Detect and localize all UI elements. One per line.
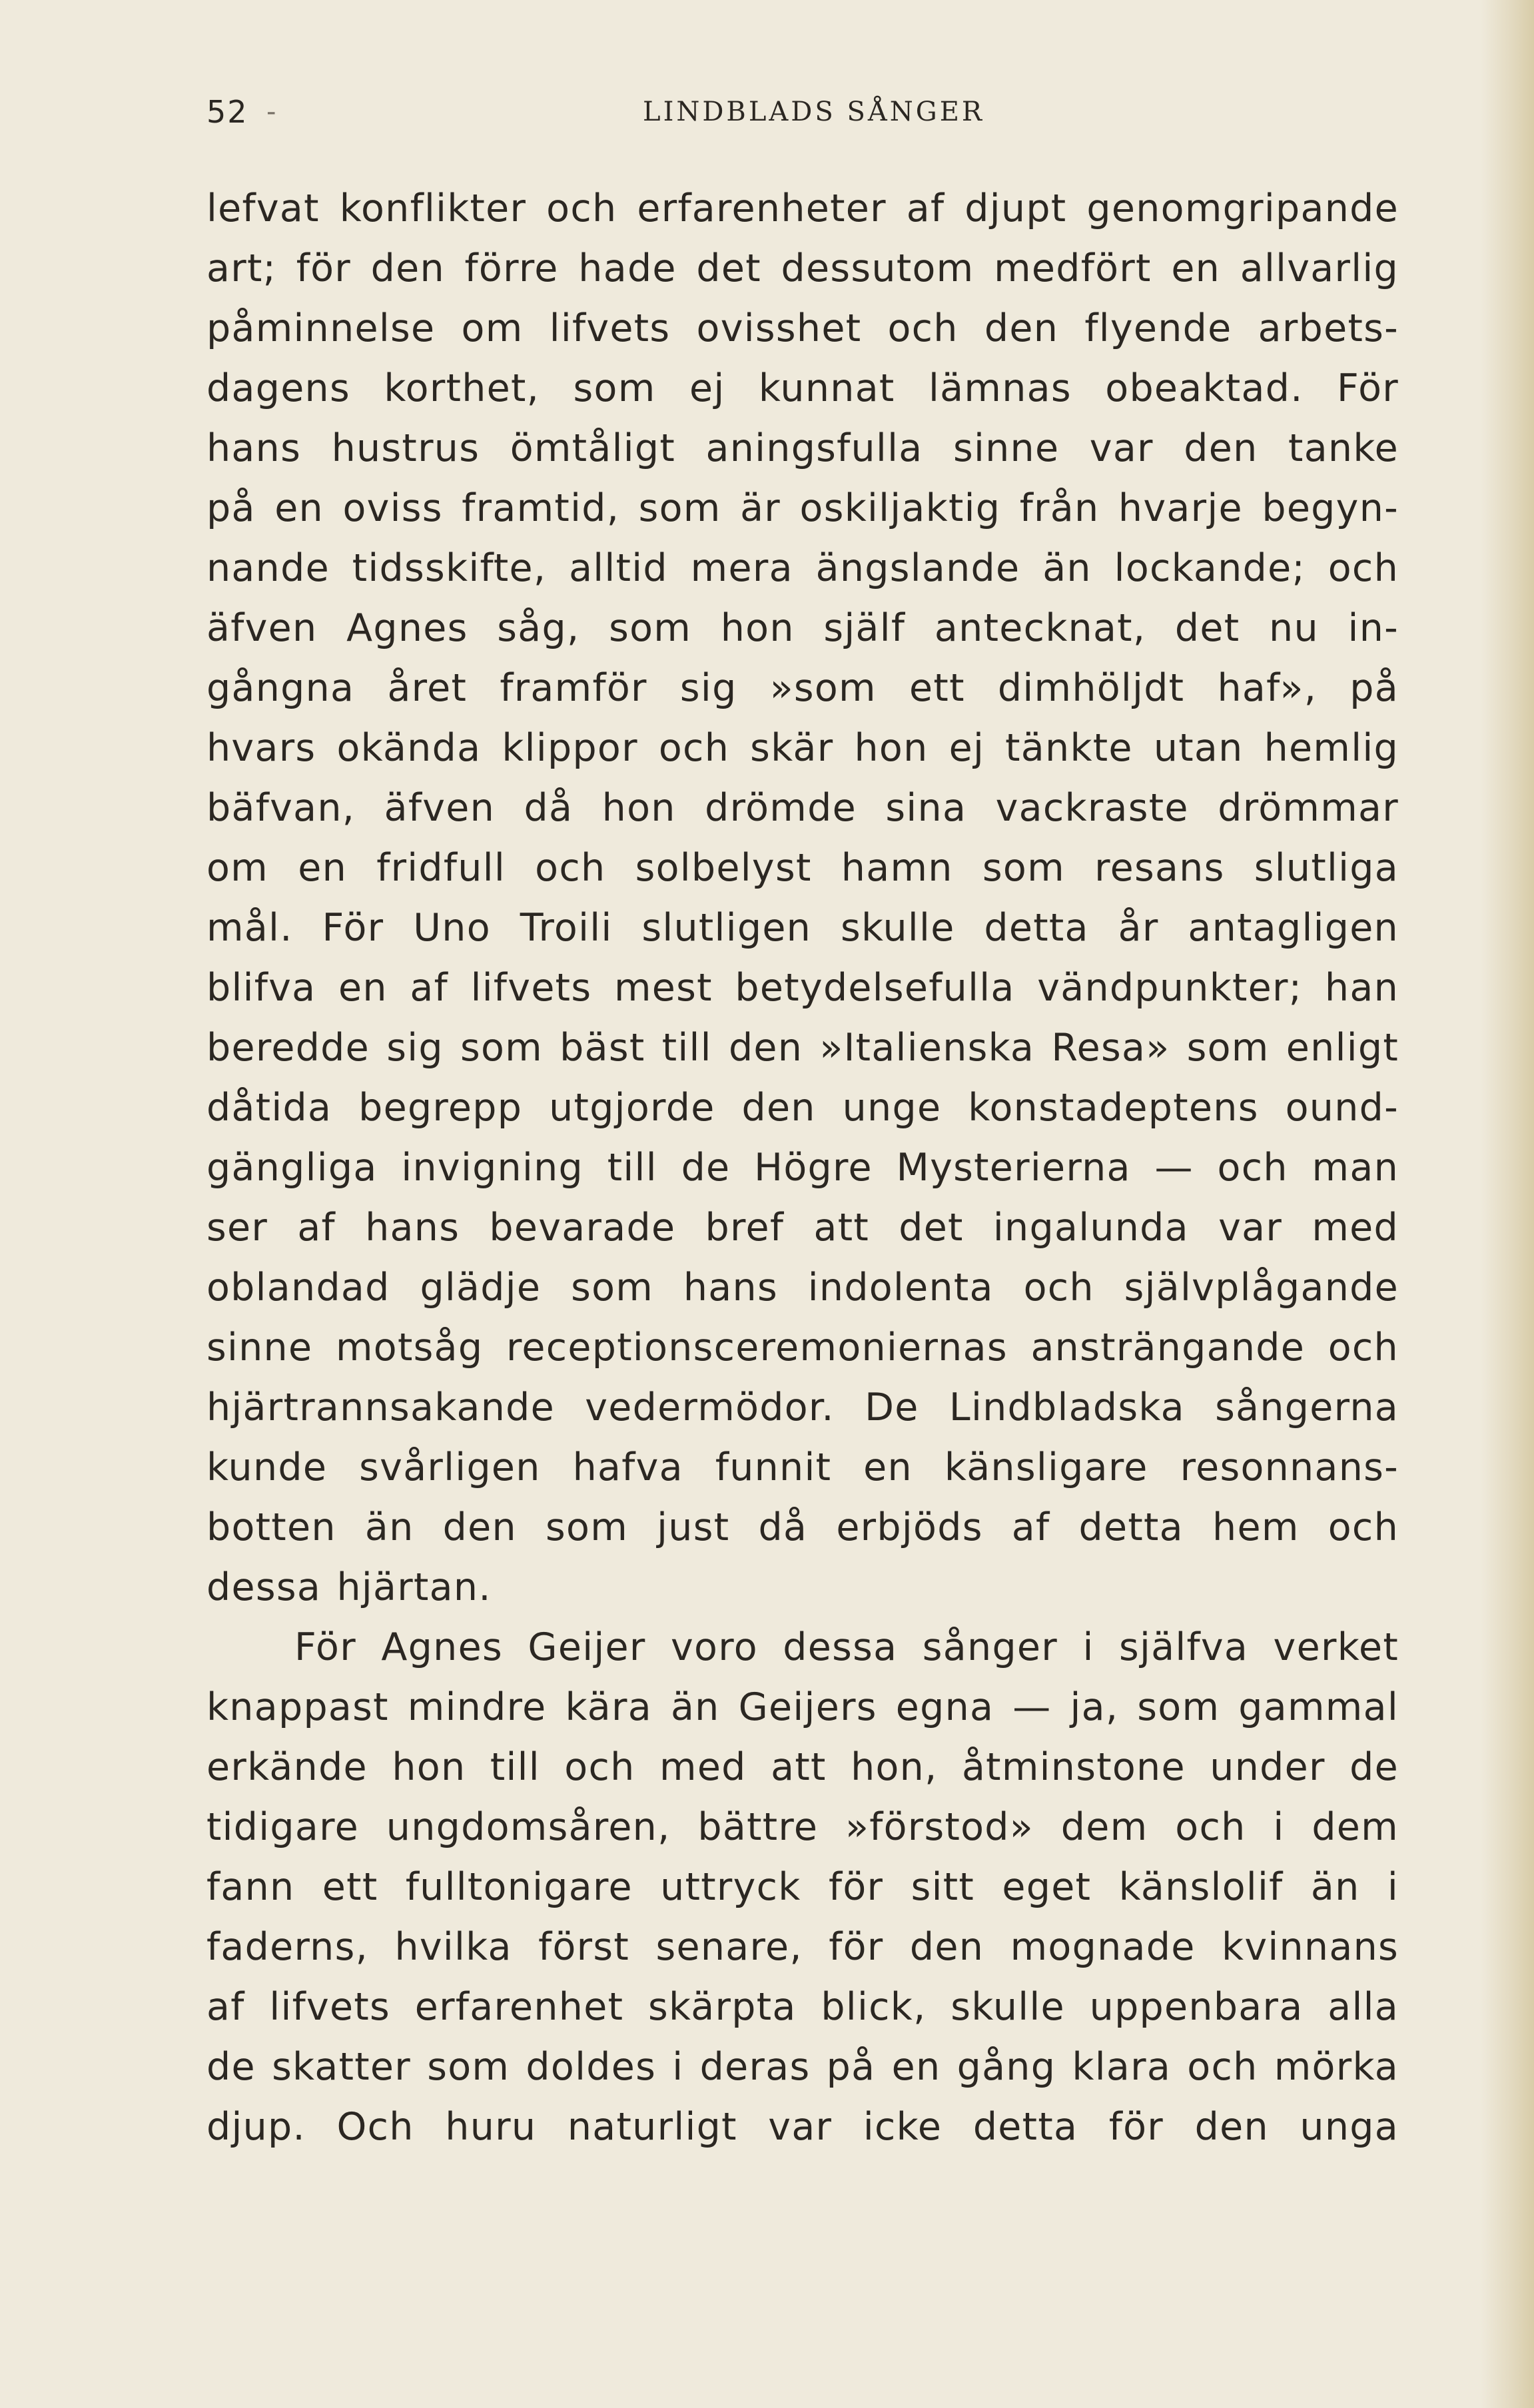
running-title: LINDBLADS SÅNGER (643, 97, 985, 127)
text-line: gängliga invigning till de Högre Mysterierna — och man (206, 1146, 1399, 1190)
text-line: mål. För Uno Troili slutligen skulle detta år antagligen (206, 906, 1399, 950)
text-line: fann ett fulltonigare uttryck för sitt eget känslolif än i (206, 1865, 1399, 1909)
text-line: gångna året framför sig »som ett dimhöljdt haf», på (206, 666, 1399, 710)
text-line: de skatter som doldes i deras på en gång klara och mörka (206, 2045, 1399, 2089)
paragraph (206, 1617, 1399, 2157)
text-line: oblandad glädje som hans indolenta och självplågande (206, 1266, 1399, 1310)
header-dash: - (266, 97, 276, 127)
page-number: 52 (206, 94, 248, 130)
text-line: påminnelse om lifvets ovisshet och den flyende arbets- (206, 306, 1399, 350)
page-header (206, 92, 1405, 132)
text-line: hans hustrus ömtåligt aningsfulla sinne var den tanke (206, 426, 1399, 470)
text-line: För Agnes Geijer voro dessa sånger i själfva verket (294, 1625, 1399, 1669)
text-line: nande tidsskifte, alltid mera ängslande än lockande; och (206, 546, 1399, 590)
text-line: knappast mindre kära än Geijers egna — ja, som gammal (206, 1685, 1399, 1729)
paragraph (206, 179, 1399, 1617)
text-line: dessa hjärtan. (206, 1565, 492, 1609)
text-line: botten än den som just då erbjöds af detta hem och (206, 1505, 1399, 1549)
text-line: lefvat konflikter och erfarenheter af djupt genomgripande (206, 187, 1399, 230)
text-line: tidigare ungdomsåren, bättre »förstod» dem och i dem (206, 1805, 1399, 1849)
text-line: art; för den förre hade det dessutom medfört en allvarlig (206, 246, 1399, 290)
text-line: äfven Agnes såg, som hon själf antecknat, det nu in- (206, 606, 1399, 650)
text-line: af lifvets erfarenhet skärpta blick, skulle uppenbara alla (206, 1985, 1399, 2029)
text-line: sinne motsåg receptionsceremoniernas ansträngande och (206, 1326, 1399, 1370)
page-edge-shadow (1481, 0, 1534, 2408)
text-line: ser af hans bevarade bref att det ingalunda var med (206, 1206, 1399, 1250)
text-line: på en oviss framtid, som är oskiljaktig från hvarje begyn- (206, 486, 1399, 530)
text-line: kunde svårligen hafva funnit en känsligare resonnans- (206, 1445, 1399, 1489)
body-text (206, 179, 1399, 2157)
text-line: faderns, hvilka först senare, för den mognade kvinnans (206, 1925, 1399, 1969)
text-line: dagens korthet, som ej kunnat lämnas obeaktad. För (206, 366, 1399, 410)
text-line: blifva en af lifvets mest betydelsefulla vändpunkter; han (206, 966, 1399, 1010)
text-line: om en fridfull och solbelyst hamn som resans slutliga (206, 846, 1399, 890)
text-line: beredde sig som bäst till den »Italienska Resa» som enligt (206, 1026, 1399, 1070)
text-line: dåtida begrepp utgjorde den unge konstadeptens ound- (206, 1086, 1399, 1130)
text-line: hjärtrannsakande vedermödor. De Lindbladska sångerna (206, 1386, 1399, 1429)
text-line: hvars okända klippor och skär hon ej tänkte utan hemlig (206, 726, 1399, 770)
text-line: bäfvan, äfven då hon drömde sina vackraste drömmar (206, 786, 1399, 830)
text-line: djup. Och huru naturligt var icke detta för den unga (206, 2105, 1399, 2149)
text-line: erkände hon till och med att hon, åtminstone under de (206, 1745, 1399, 1789)
